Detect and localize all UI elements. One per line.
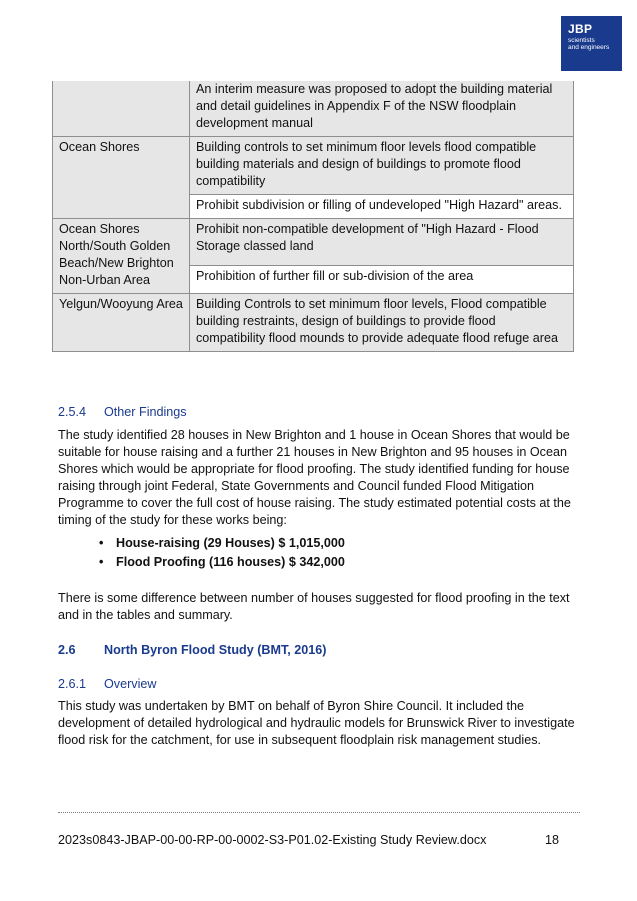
bullet-icon: • — [99, 555, 104, 569]
footer-divider — [58, 812, 580, 813]
jbp-logo — [561, 16, 622, 71]
list-item-text: Flood Proofing (116 houses) $ 342,000 — [116, 555, 345, 569]
logo-tagline-1: scientists — [568, 37, 595, 44]
heading-2-6-1 — [58, 677, 156, 691]
overview-paragraph: This study was undertaken by BMT on behalf of Byron Shire Council. It included the development of detailed hydrological and hydraulic models for Brunswick River to investigate flood risk for the catchment, for use in subsequent floodplain risk management studies. — [58, 699, 575, 747]
table-cell-measure: Building Controls to set minimum floor levels, Flood compatible building restraints, design of buildings to provide flood compatibility flood mounds to provide adequate flood refuge area — [190, 294, 574, 352]
bullet-icon: • — [99, 536, 104, 550]
table-cell-location: Ocean Shores — [53, 137, 190, 219]
heading-title: North Byron Flood Study (BMT, 2016) — [104, 643, 327, 657]
heading-title: Other Findings — [104, 405, 187, 419]
list-item-text: House-raising (29 Houses) $ 1,015,000 — [116, 536, 345, 550]
cost-bullet-list — [58, 534, 345, 572]
table-cell-location — [53, 81, 190, 137]
table-cell-measure: Prohibit non-compatible development of "High Hazard - Flood Storage classed land — [190, 219, 574, 266]
heading-number: 2.5.4 — [58, 405, 87, 419]
list-item — [58, 534, 345, 553]
other-findings-paragraph: The study identified 28 houses in New Brighton and 1 house in Ocean Shores that would be suitable for house raising and a further 21 houses in New Brighton and 95 houses in Ocean Shores which would be appropriate for flood proofing. The study identified funding for house raising through joint Federal, State Governments and Council funded Flood Mitigation Programme to cover the full cost of house raising. The study estimated potential costs at the timing of the study for these works being: — [58, 428, 571, 527]
table-cell-measure: An interim measure was proposed to adopt the building material and detail guidelines in Appendix F of the NSW floodplain development manual — [190, 81, 574, 137]
heading-2-5-4 — [58, 405, 187, 419]
table-row — [53, 81, 574, 137]
table-row — [53, 137, 574, 195]
heading-2-6 — [58, 643, 327, 657]
list-item — [58, 553, 345, 572]
logo-wordmark: JBP — [568, 22, 593, 36]
logo-tagline-2: and engineers — [568, 44, 610, 51]
table-cell-location: Yelgun/Wooyung Area — [53, 294, 190, 352]
table-cell-measure: Prohibition of further fill or sub-division of the area — [190, 266, 574, 294]
table-cell-location: Ocean Shores North/South Golden Beach/New Brighton Non-Urban Area — [53, 219, 190, 294]
flood-measures-table — [52, 81, 574, 352]
heading-number: 2.6.1 — [58, 677, 87, 691]
table-cell-measure: Building controls to set minimum floor levels flood compatible building materials and design of buildings to promote flood compatibility — [190, 137, 574, 195]
difference-paragraph: There is some difference between number of houses suggested for flood proofing in the text and in the tables and summary. — [58, 591, 570, 622]
footer-filename: 2023s0843-JBAP-00-00-RP-00-0002-S3-P01.02-Existing Study Review.docx — [58, 833, 487, 847]
heading-title: Overview — [104, 677, 157, 691]
heading-number: 2.6 — [58, 643, 76, 657]
table-cell-measure: Prohibit subdivision or filling of undeveloped "High Hazard" areas. — [190, 195, 574, 219]
table-row — [53, 294, 574, 352]
table-row — [53, 219, 574, 266]
page-number: 18 — [545, 833, 560, 847]
